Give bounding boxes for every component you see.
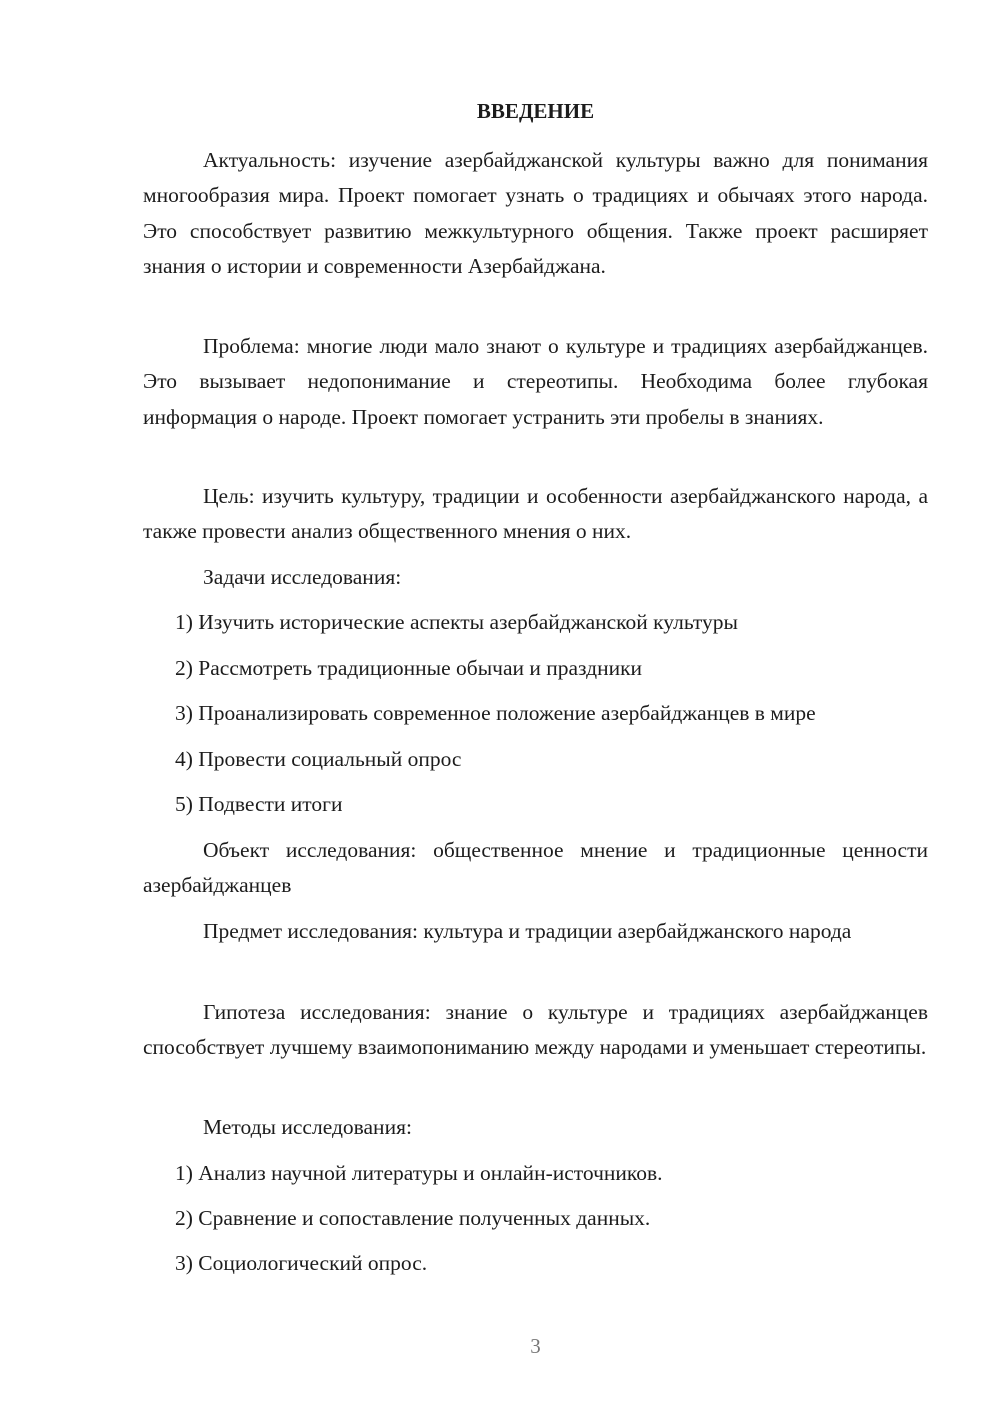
goal-paragraph: Цель: изучить культуру, традиции и особенности азербайджанского народа, а также провести анализ общественного мнения о них. <box>143 484 928 544</box>
task-item: 2) Рассмотреть традиционные обычаи и праздники <box>175 656 643 680</box>
document-page <box>143 0 928 1414</box>
problem-paragraph: Проблема: многие люди мало знают о культуре и традициях азербайджанцев. Это вызывает недопонимание и стереотипы. Необходима более глубокая информация о народе. Проект помогает устранить эти пробелы в знаниях. <box>143 334 928 429</box>
task-item: 4) Провести социальный опрос <box>175 747 462 771</box>
method-item: 2) Сравнение и сопоставление полученных данных. <box>175 1206 651 1230</box>
method-item: 1) Анализ научной литературы и онлайн-источников. <box>175 1161 663 1185</box>
section-heading: ВВЕДЕНИЕ <box>476 99 595 123</box>
method-item: 3) Социологический опрос. <box>175 1251 428 1275</box>
page-number: 3 <box>530 1334 541 1358</box>
tasks-label: Задачи исследования: <box>203 565 402 589</box>
subject-paragraph: Предмет исследования: культура и традиции азербайджанского народа <box>203 919 852 943</box>
task-item: 1) Изучить исторические аспекты азербайджанской культуры <box>175 610 738 634</box>
relevance-paragraph: Актуальность: изучение азербайджанской культуры важно для понимания многообразия мира. Проект помогает узнать о традициях и обычаях этого народа. Это способствует развитию межкультурного общения. Также проект расширяет знания о истории и современности Азербайджана. <box>143 148 928 278</box>
hypothesis-paragraph: Гипотеза исследования: знание о культуре и традициях азербайджанцев способствует лучшему взаимопониманию между народами и уменьшает стереотипы. <box>143 1000 928 1060</box>
task-item: 3) Проанализировать современное положение азербайджанцев в мире <box>175 701 816 725</box>
methods-label: Методы исследования: <box>203 1115 412 1139</box>
object-paragraph: Объект исследования: общественное мнение и традиционные ценности азербайджанцев <box>143 838 928 898</box>
task-item: 5) Подвести итоги <box>175 792 343 816</box>
